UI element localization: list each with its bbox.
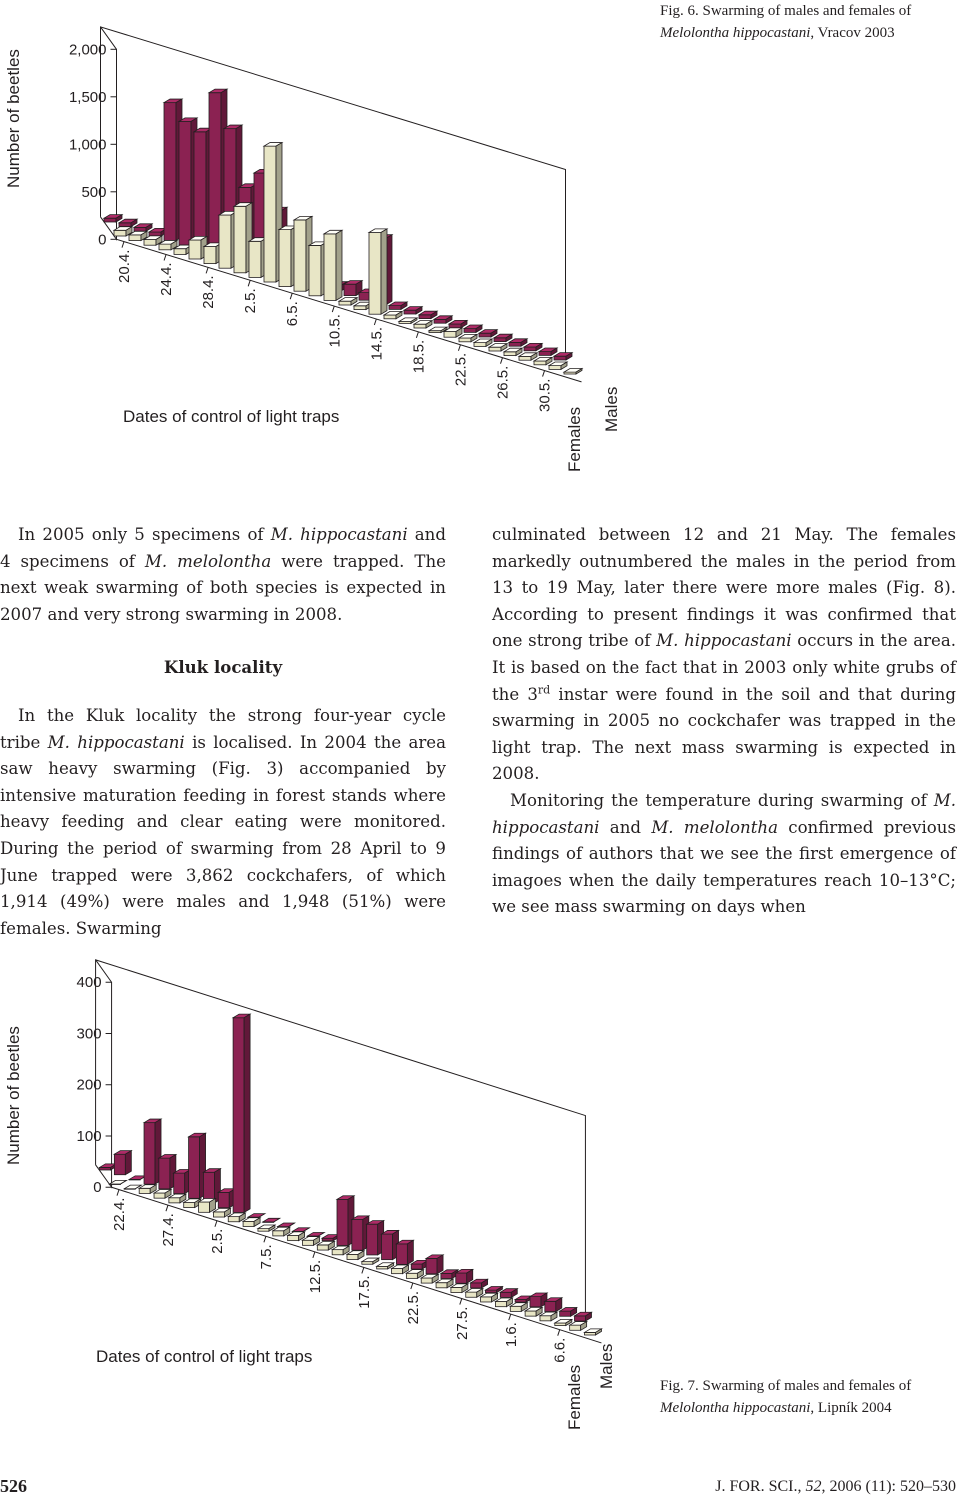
y-tick-label: 400 — [76, 974, 102, 992]
bar-females — [519, 353, 537, 360]
bar-females — [481, 1293, 498, 1302]
bar-face — [510, 1306, 521, 1311]
bar-males — [278, 1223, 295, 1227]
bar-face — [494, 338, 506, 342]
x-tick-label: 30.5. — [536, 378, 554, 412]
bar-face — [144, 240, 156, 246]
bar-face — [540, 1316, 551, 1321]
bar-face — [421, 1278, 432, 1283]
bar-face — [144, 1123, 155, 1185]
floor-edge — [117, 239, 582, 382]
bar-females — [421, 1274, 438, 1283]
x-tick-label: 24.4. — [158, 262, 176, 296]
bar-females — [317, 1241, 334, 1250]
x-tick-label: 7.5. — [257, 1244, 275, 1270]
bar-face — [434, 319, 446, 323]
y-tick-label: 0 — [93, 1179, 102, 1197]
x-tick-label: 12.5. — [306, 1259, 324, 1294]
y-axis-label: Number of beetles — [4, 49, 23, 188]
bar-females — [414, 321, 432, 328]
z-label-males: Males — [602, 386, 621, 432]
caption-species: Melolontha hippocastani — [660, 25, 811, 41]
bar-face — [489, 347, 501, 351]
figure-6 — [0, 0, 960, 500]
bar-face — [530, 1297, 541, 1307]
bar-face — [575, 1316, 586, 1321]
y-tick-label: 500 — [81, 183, 107, 201]
bar-side — [125, 1151, 131, 1175]
bar-males — [456, 1269, 473, 1283]
bar-face — [189, 240, 201, 259]
y-axis-ticks — [77, 974, 112, 1196]
bar-face — [279, 230, 291, 287]
bar-females — [392, 1265, 409, 1274]
x-axis-label: Dates of control of light traps — [123, 407, 340, 426]
x-tick — [166, 1205, 168, 1211]
bar-face — [159, 244, 171, 250]
bar-females — [570, 1322, 587, 1331]
bar-females — [436, 1279, 453, 1288]
bar-face — [139, 1188, 150, 1193]
bar-face — [174, 1173, 185, 1194]
bar-males — [248, 1214, 265, 1218]
bar-face — [264, 146, 276, 282]
x-tick — [332, 306, 334, 312]
bar-males — [396, 1240, 413, 1264]
bar-males — [554, 353, 572, 360]
bar-face — [228, 1217, 239, 1222]
bar-face — [169, 1198, 180, 1203]
bar-side — [407, 1240, 413, 1264]
bar-face — [294, 220, 306, 291]
bar-females — [369, 229, 387, 314]
bar-males — [292, 1228, 309, 1232]
back-wall — [96, 960, 586, 1321]
bar-males — [389, 302, 407, 309]
x-tick — [543, 371, 545, 377]
x-tick — [458, 345, 460, 351]
x-tick — [117, 1190, 119, 1196]
y-tick-label: 300 — [76, 1025, 102, 1043]
bar-face — [560, 1311, 571, 1316]
bar-face — [164, 103, 176, 241]
x-tick-label: 28.4. — [200, 275, 218, 309]
bar-face — [114, 230, 126, 236]
bar-face — [441, 1273, 452, 1278]
x-tick-label: 1.6. — [502, 1322, 520, 1348]
bar-face — [466, 1292, 477, 1297]
bar-face — [504, 352, 516, 356]
x-tick-label: 6.6. — [551, 1337, 569, 1363]
bar-females — [564, 369, 582, 375]
paragraph: Monitoring the temperature during swarming of M. hippocastani and M. melolontha confirmed previous findings of authors that we see the first emergence of imagoes when the daily temperatures reach 10–13°C; we see mass swarming on days when — [492, 790, 956, 917]
x-tick — [411, 1283, 413, 1289]
bar-females — [228, 1213, 245, 1222]
section-heading: Kluk locality — [163, 657, 283, 678]
bar-males — [426, 1255, 443, 1274]
bar-face — [392, 1269, 403, 1274]
bar-face — [464, 329, 476, 333]
bar-face — [119, 223, 131, 227]
x-tick-label: 27.5. — [453, 1306, 471, 1340]
y-tick-label: 200 — [76, 1076, 102, 1094]
bar-males — [404, 307, 422, 314]
side-wall — [96, 960, 112, 1187]
bar-face — [352, 1219, 363, 1250]
x-tick-label: 2.5. — [242, 288, 260, 314]
bar-face — [347, 1254, 358, 1259]
bar-face — [104, 218, 116, 222]
bar-females — [339, 298, 357, 305]
bar-females — [332, 1246, 349, 1255]
bar-face — [500, 1292, 511, 1297]
bar-face — [344, 284, 356, 295]
bar-females — [399, 318, 417, 324]
bar-females — [243, 1218, 260, 1227]
bar-face — [384, 315, 396, 319]
x-tick-label: 22.4. — [111, 1197, 128, 1231]
bar-males — [479, 330, 497, 337]
bar-males — [524, 343, 542, 350]
bar-face — [459, 338, 471, 342]
bar-males — [560, 1308, 577, 1317]
bar-face — [495, 1302, 506, 1307]
bar-face — [524, 347, 536, 351]
x-tick — [164, 254, 166, 260]
z-label-males: Males — [597, 1343, 616, 1389]
chart-bars — [100, 1014, 602, 1335]
chart-frame — [96, 960, 602, 1343]
bar-face — [471, 1283, 482, 1288]
bar-face — [549, 366, 561, 370]
bar-face — [414, 324, 426, 328]
bar-face — [194, 132, 206, 250]
bar-females — [273, 1227, 290, 1236]
paragraph: In 2005 only 5 specimens of M. hippocastani and 4 specimens of M. melolontha were trapped. The next weak swarming of both species is expected in 2007 and very strong swarming in 2008. — [0, 525, 446, 624]
bar-females — [169, 1194, 186, 1203]
bar-females — [384, 311, 402, 318]
bar-females — [555, 1319, 572, 1325]
bar-face — [419, 315, 431, 319]
y-tick-label: 0 — [98, 231, 107, 249]
bar-face — [218, 1192, 229, 1207]
right-column — [492, 522, 956, 921]
x-tick — [215, 1221, 217, 1227]
bar-face — [129, 235, 141, 241]
x-tick-label: 20.4. — [116, 249, 133, 283]
bar-face — [273, 1231, 284, 1236]
bar-females — [451, 1284, 468, 1293]
bar-males — [263, 1218, 280, 1222]
journal-citation: J. FOR. SCI., 52, 2006 (11): 520–530 — [715, 1478, 956, 1495]
bar-females — [525, 1307, 542, 1316]
bar-side — [437, 1255, 443, 1274]
caption-species: Melolontha hippocastani — [660, 1400, 811, 1416]
bar-face — [159, 1158, 170, 1189]
x-tick-label: 2.5. — [208, 1228, 226, 1254]
bar-males — [114, 1151, 131, 1175]
bar-females — [466, 1289, 483, 1298]
caption-place: , Vracov 2003 — [810, 25, 895, 41]
z-label-females: Females — [565, 406, 584, 472]
bar-males — [471, 1279, 488, 1288]
bar-face — [134, 227, 146, 231]
floor-edge — [112, 1187, 602, 1343]
x-tick-label: 6.5. — [284, 301, 302, 327]
bar-females — [199, 1198, 216, 1212]
x-tick — [509, 1314, 511, 1320]
caption-line: Fig. 6. Swarming of males and females of — [660, 3, 912, 19]
y-axis-label: Number of beetles — [4, 1026, 23, 1165]
bar-males — [575, 1312, 592, 1321]
bar-face — [436, 1283, 447, 1288]
bar-face — [481, 1297, 492, 1302]
bar-males — [509, 339, 527, 346]
bar-face — [554, 356, 566, 360]
bar-males — [464, 325, 482, 332]
bar-males — [233, 1014, 250, 1212]
bar-males — [307, 1232, 324, 1236]
paragraph: culminated between 12 and 21 May. The females markedly outnumbered the males in the period from 13 to 19 May, later there were more males (Fig. 8). According to present findings it was confirmed that one strong tribe of M. hippocastani occurs in the area. It is based on the fact that in 2003 only white grubs of the 3rd instar were found in the soil and that during swarming in 2005 no cockchafer was trapped in the light trap. The next mass swarming is expected in 2008. — [492, 525, 957, 784]
bar-face — [302, 1240, 313, 1245]
bar-face — [114, 1154, 125, 1175]
bar-females — [154, 1189, 171, 1198]
page-number: 526 — [0, 1476, 27, 1496]
x-tick — [501, 358, 503, 364]
bar-face — [570, 1325, 581, 1330]
bar-face — [288, 1236, 299, 1241]
bar-face — [449, 324, 461, 328]
bar-males — [134, 224, 152, 231]
figure-7 — [0, 955, 960, 1430]
bar-face — [324, 234, 336, 301]
bar-face — [444, 332, 456, 338]
bar-face — [525, 1311, 536, 1316]
bar-females — [585, 1329, 602, 1335]
bar-face — [317, 1245, 328, 1250]
bar-face — [354, 306, 366, 310]
bar-females — [362, 1258, 379, 1264]
bar-face — [337, 1199, 348, 1245]
bar-face — [249, 241, 261, 277]
bar-side — [244, 1014, 250, 1212]
paragraph: In the Kluk locality the strong four-year cycle tribe M. hippocastani is localised. In 2004 the area saw heavy swarming (Fig. 3) accompanied by intensive maturation feeding in forest stands where heavy feeding and clear eating were monitored. During the period of swarming from 28 April to 9 June trapped were 3,862 cockchafers, of which 1,914 (49%) were males and 1,948 (51%) were females. Swarming — [0, 705, 446, 938]
bar-females — [302, 1237, 319, 1246]
x-axis-label: Dates of control of light traps — [96, 1347, 313, 1366]
bar-females — [324, 230, 342, 300]
x-tick — [248, 280, 250, 286]
bar-face — [539, 352, 551, 356]
x-tick — [122, 242, 124, 248]
figure-6-caption — [660, 0, 956, 44]
bar-females — [540, 1312, 557, 1321]
bar-females — [474, 339, 492, 346]
caption-place: , Lipník 2004 — [810, 1400, 892, 1416]
bar-face — [451, 1287, 462, 1292]
bar-face — [367, 1224, 378, 1255]
bar-males — [485, 1287, 502, 1293]
x-tick-label: 10.5. — [326, 314, 344, 348]
y-tick-label: 1,500 — [68, 88, 107, 106]
bar-side — [336, 230, 342, 300]
bar-females — [139, 1185, 156, 1194]
bar-side — [381, 229, 387, 314]
bar-face — [382, 1234, 393, 1260]
bar-face — [404, 310, 416, 314]
y-tick-label: 2,000 — [68, 41, 107, 59]
bar-females — [288, 1232, 305, 1241]
bar-females — [377, 1263, 394, 1269]
bar-females — [510, 1303, 527, 1312]
y-tick-label: 100 — [76, 1127, 102, 1145]
bar-face — [339, 301, 351, 305]
bar-females — [504, 348, 522, 355]
side-wall — [101, 27, 117, 239]
bar-face — [396, 1244, 407, 1265]
bar-face — [332, 1250, 343, 1255]
bar-males — [104, 215, 122, 222]
x-tick-label: 26.5. — [494, 365, 512, 400]
bar-females — [406, 1270, 423, 1279]
bar-face — [154, 1193, 165, 1198]
bar-males — [434, 316, 452, 323]
x-tick — [416, 332, 418, 338]
bar-females — [489, 344, 507, 351]
bar-face — [369, 233, 381, 315]
x-tick-label: 22.5. — [404, 1291, 422, 1325]
bar-face — [474, 343, 486, 347]
bar-face — [456, 1273, 467, 1283]
x-tick — [374, 319, 376, 325]
bar-males — [545, 1298, 562, 1312]
bar-face — [243, 1221, 254, 1226]
bar-females — [213, 1208, 230, 1217]
bar-face — [411, 1264, 422, 1269]
bar-face — [519, 356, 531, 360]
bar-face — [199, 1202, 210, 1212]
x-tick-label: 18.5. — [410, 339, 428, 374]
y-tick-label: 1,000 — [68, 136, 107, 154]
bar-face — [189, 1137, 200, 1199]
x-tick — [362, 1267, 364, 1273]
x-tick — [313, 1252, 315, 1258]
bar-females — [549, 362, 567, 369]
bar-face — [149, 232, 161, 236]
bar-males — [500, 1289, 517, 1298]
bar-males — [119, 219, 137, 226]
x-tick-label: 22.5. — [452, 352, 470, 387]
x-tick-label: 17.5. — [355, 1275, 373, 1309]
x-tick — [206, 267, 208, 273]
bar-face — [406, 1273, 417, 1278]
bar-face — [174, 249, 186, 255]
bar-face — [234, 206, 246, 272]
bar-females — [459, 334, 477, 341]
bar-females — [258, 1225, 275, 1231]
x-tick-label: 14.5. — [368, 326, 386, 361]
bar-face — [479, 333, 491, 337]
bar-face — [309, 245, 321, 295]
bar-females — [495, 1298, 512, 1307]
bar-face — [426, 1258, 437, 1273]
figure-6-chart — [0, 0, 960, 500]
bar-face — [204, 247, 216, 264]
figure-7-chart — [0, 955, 960, 1430]
x-tick — [558, 1330, 560, 1336]
bar-face — [213, 1212, 224, 1217]
caption-line: Fig. 7. Swarming of males and females of — [660, 1378, 912, 1394]
bar-males — [494, 334, 512, 341]
bar-face — [179, 122, 191, 246]
x-tick-label: 27.4. — [159, 1213, 177, 1247]
bar-face — [184, 1202, 195, 1207]
bar-males — [449, 320, 467, 327]
bar-face — [389, 306, 401, 310]
left-column — [0, 522, 446, 942]
bar-males — [419, 311, 437, 318]
bar-face — [233, 1018, 244, 1213]
bar-face — [534, 361, 546, 365]
figure-7-caption — [660, 1375, 956, 1419]
x-tick — [264, 1236, 266, 1242]
bar-face — [219, 215, 231, 268]
bar-females — [534, 357, 552, 364]
z-label-females: Females — [565, 1364, 584, 1430]
bar-face — [509, 342, 521, 346]
bar-females — [347, 1251, 364, 1260]
x-tick — [460, 1299, 462, 1305]
bar-face — [545, 1301, 556, 1311]
bar-males — [539, 348, 557, 355]
x-tick — [290, 293, 292, 299]
